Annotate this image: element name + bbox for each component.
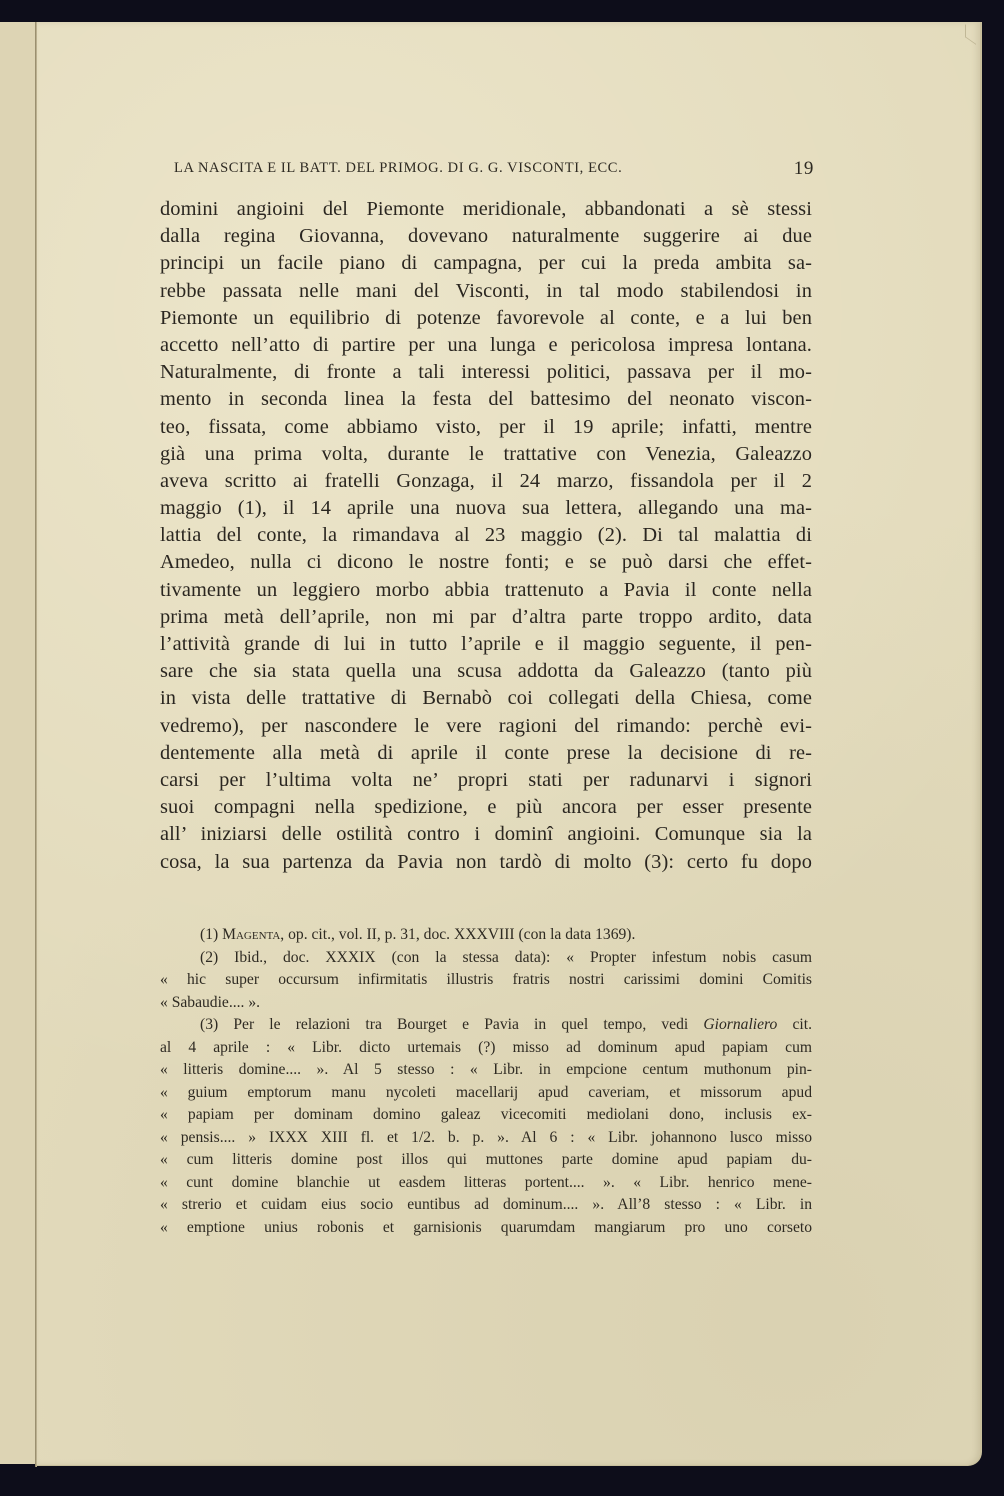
text-line: rebbe passata nelle mani del Visconti, in tal modo stabilendosi in [160,279,812,302]
footnote-3-line: « strerio et cuidam eius socio euntibus ad dominum.... ». All’8 stesso : « Libr. in [160,1196,812,1213]
footnote-3-line: « pensis.... » IXXX XIII fl. et 1/2. b. p. ». Al 6 : « Libr. johannono lusco misso [160,1128,812,1146]
text-line: già una prima volta, durante le trattative con Venezia, Galeazzo [160,442,812,465]
adjacent-page-edge [0,22,37,1464]
text-line: all’ iniziarsi delle ostilità contro i dominî angioini. Comunque sia la [160,823,812,846]
text-line: vedremo), per nascondere le vere ragioni del rimando: perchè evi- [160,714,812,737]
text-line: prima metà dell’aprile, non mi par d’altra parte troppo ardito, data [160,605,812,628]
text-line: accetto nell’atto di partire per una lunga e pericolosa impresa lontana. [160,333,812,356]
footnote-3-line: « emptione unius robonis et garnisionis quarumdam mangiarum pro uno corseto [160,1218,812,1236]
text-line: carsi per l’ultima volta ne’ propri stati per radunarvi i signori [160,768,812,791]
footnote-3-line: « litteris domine.... ». Al 5 stesso : « Libr. in empcione centum muthonum pin- [160,1061,812,1078]
footnote-3-source-title: Giornaliero [703,1016,778,1033]
text-line: principi un facile piano di campagna, per cui la preda ambita sa- [160,252,812,275]
text-line: suoi compagni nella spedizione, e più ancora per esser presente [160,796,812,819]
footnote-3-line: « cum litteris domine post illos qui muttones parte domine apud papiam du- [160,1151,812,1168]
text-line: mento in seconda linea la festa del battesimo del neonato viscon- [160,388,812,411]
running-title: LA NASCITA E IL BATT. DEL PRIMOG. DI G. G. VISCONTI, ECC. [174,160,623,176]
text-line: dalla regina Giovanna, dovevano naturalmente suggerire ai due [160,225,812,248]
footnote-2-line: « Sabaudie.... ». [160,993,261,1011]
running-header [174,160,814,184]
footnote-1-author: Magenta [222,926,281,943]
text-line: teo, fissata, come abbiamo visto, per il 19 aprile; infatti, mentre [160,415,812,438]
folded-corner [965,24,976,45]
footnote-1-text: , op. cit., vol. II, p. 31, doc. XXXVIII (con la data 1369). [280,926,636,943]
text-line: cosa, la sua partenza da Pavia non tardò di molto (3): certo fu dopo [160,850,812,873]
footnotes [160,924,812,1239]
text-line: sare che sia stata quella una scusa addotta da Galeazzo (tanto più [160,660,812,683]
page-number: 19 [793,158,814,179]
text-line: domini angioini del Piemonte meridionale, abbandonati a sè stessi [160,198,812,220]
text-line: in vista delle trattative di Bernabò coi collegati della Chiesa, come [160,687,812,710]
footnote-3-text: cit. [777,1016,812,1033]
text-line: Piemonte un equilibrio di potenze favorevole al conte, e a lui ben [160,306,812,329]
footnote-3-line: al 4 aprile : « Libr. dicto urtemais (?) misso ad dominum apud papiam cum [160,1038,812,1056]
text-line: tivamente un leggiero morbo abbia trattenuto a Pavia il conte nella [160,578,812,601]
main-text [160,196,812,876]
footnote-2-line: « hic super occursum infirmitatis illustris fratris nostri carissimi domini Comitis [160,971,812,988]
footnote-3-line: « guium emptorum manu nycoleti macellarij apud caveriam, et missorum apud [160,1083,812,1101]
text-line: aveva scritto ai fratelli Gonzaga, il 24 marzo, fissandola per il 2 [160,469,812,492]
text-line: l’attività grande di lui in tutto l’aprile e il maggio seguente, il pen- [160,633,812,655]
text-line: dentemente alla metà di aprile il conte prese la decisione di re- [160,741,812,764]
footnote-3-first-line [160,1014,812,1037]
footnote-3-line: « cunt domine blanchie ut easdem litteras portent.... ». « Libr. henrico mene- [160,1173,812,1191]
text-line: Naturalmente, di fronte a tali interessi politici, passava per il mo- [160,361,812,384]
text-line: lattia del conte, la rimandava al 23 maggio (2). Di tal malattia di [160,524,812,547]
footnote-1-marker: (1) [200,926,219,943]
text-line: Amedeo, nulla ci dicono le nostre fonti; e se può darsi che effet- [160,551,812,574]
footnote-2-line: (2) Ibid., doc. XXXIX (con la stessa data): « Propter infestum nobis casum [200,948,812,966]
footnote-3-line: « papiam per dominam domino galeaz vicecomiti mediolani dono, inclusis ex- [160,1106,812,1123]
text-line: maggio (1), il 14 aprile una nuova sua lettera, allegando una ma- [160,497,812,520]
footnote-1 [160,924,812,947]
footnote-3-text: (3) Per le relazioni tra Bourget e Pavia in quel tempo, vedi [200,1016,704,1033]
